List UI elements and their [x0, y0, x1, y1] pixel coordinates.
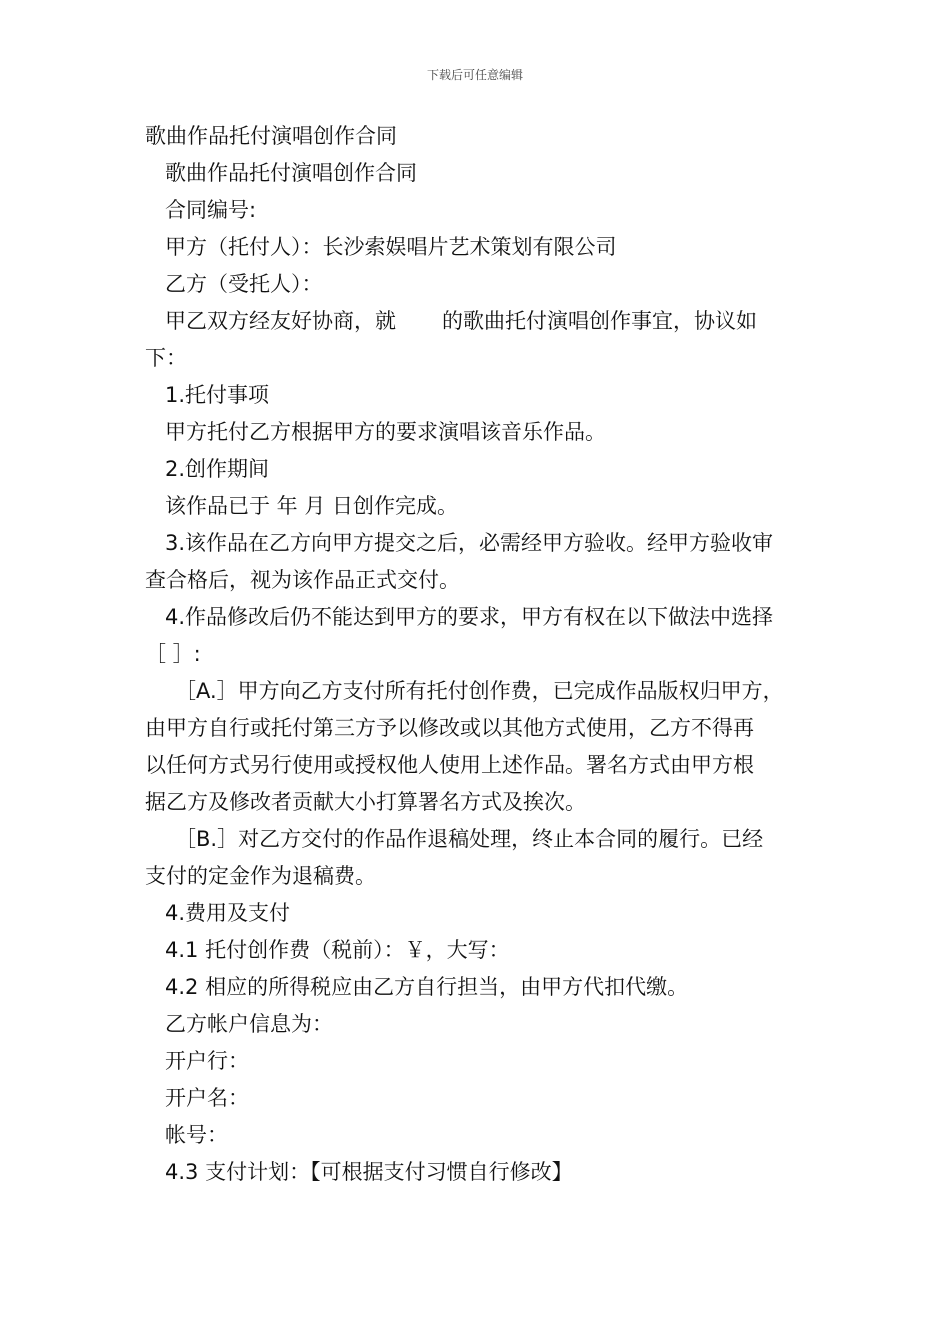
contract-subtitle: 歌曲作品托付演唱创作合同 — [165, 161, 417, 185]
account-info-title: 乙方帐户信息为： — [165, 1012, 333, 1036]
intro-line-end: 下： — [145, 346, 187, 370]
option-b-line-1: ［B.］对乙方交付的作品作退稿处理，终止本合同的履行。已经 — [175, 827, 764, 851]
intro-part-a: 甲乙双方经友好协商，就 — [165, 309, 396, 333]
intro-part-b: 的歌曲托付演唱创作事宜，协议如 — [442, 309, 757, 333]
account-name: 开户名： — [165, 1086, 249, 1110]
account-number: 帐号： — [165, 1123, 228, 1147]
fee-4-3: 4.3 支付计划：【可根据支付习惯自行修改】 — [165, 1160, 573, 1184]
section-3-line-2: 查合格后，视为该作品正式交付。 — [145, 568, 460, 592]
account-bank: 开户行： — [165, 1049, 249, 1073]
section-3-line-1: 3.该作品在乙方向甲方提交之后，必需经甲方验收。经甲方验收审 — [165, 531, 774, 555]
option-a-line-1: ［A.］甲方向乙方支付所有托付创作费，已完成作品版权归甲方， — [175, 679, 784, 703]
party-a: 甲方（托付人）：长沙索娱唱片艺术策划有限公司 — [165, 235, 617, 259]
option-b-line-2: 支付的定金作为退稿费。 — [145, 864, 376, 888]
fee-4-1: 4.1 托付创作费（税前）：￥，大写： — [165, 938, 510, 962]
contract-body — [145, 118, 835, 1191]
section-1-title: 1.托付事项 — [165, 383, 270, 407]
section-2-title: 2.创作期间 — [165, 457, 270, 481]
section-2-body: 该作品已于 年 月 日创作完成。 — [165, 494, 459, 518]
option-a-line-2: 由甲方自行或托付第三方予以修改或以其他方式使用，乙方不得再 — [145, 716, 754, 740]
fee-section-title: 4.费用及支付 — [165, 901, 291, 925]
party-b: 乙方（受托人）： — [165, 272, 323, 296]
document-title: 歌曲作品托付演唱创作合同 — [145, 124, 397, 148]
fee-4-2: 4.2 相应的所得税应由乙方自行担当，由甲方代扣代缴。 — [165, 975, 689, 999]
option-a-line-3: 以任何方式另行使用或授权他人使用上述作品。署名方式由甲方根 — [145, 753, 754, 777]
section-4-line-1: 4.作品修改后仍不能达到甲方的要求，甲方有权在以下做法中选择 — [165, 605, 774, 629]
section-1-body: 甲方托付乙方根据甲方的要求演唱该音乐作品。 — [165, 420, 606, 444]
contract-number: 合同编号: — [165, 198, 257, 222]
section-4-line-2: ［ ］: — [145, 642, 201, 666]
option-a-line-4: 据乙方及修改者贡献大小打算署名方式及挨次。 — [145, 790, 586, 814]
header-note: 下载后可任意编辑 — [426, 68, 523, 82]
intro-line — [145, 303, 835, 340]
